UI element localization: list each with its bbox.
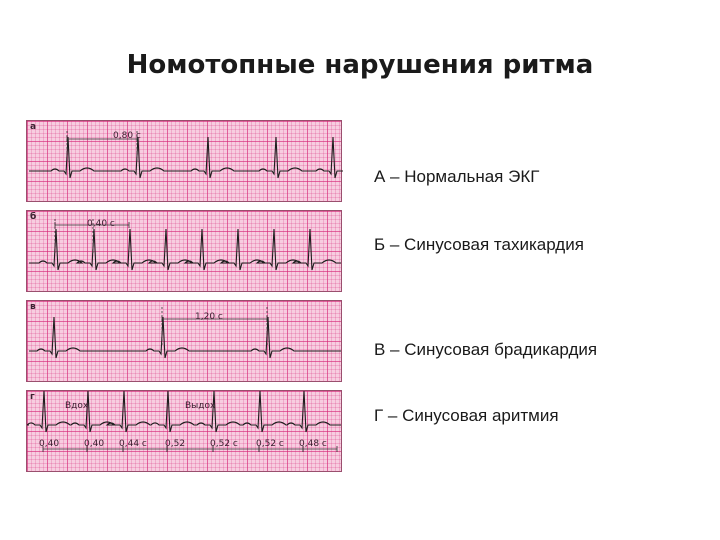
caption-sinus-arrhythmia: Г – Синусовая аритмия [374, 406, 559, 425]
strip-letter-b: б [30, 212, 37, 222]
slide-title: Номотопные нарушения ритма [126, 50, 594, 80]
caption-sinus-bradycardia: В – Синусовая брадикардия [374, 340, 598, 359]
interval-label-d1: 0,40 [39, 439, 60, 449]
caption-normal-ecg: А – Нормальная ЭКГ [374, 167, 540, 186]
ecg-trace-b [27, 211, 343, 293]
ecg-waveform-0 [29, 137, 343, 178]
interval-label-c: 1,20 с [195, 312, 223, 322]
ecg-strip-d [26, 390, 342, 472]
interval-label-d6: 0,52 с [256, 439, 284, 449]
strip-letter-a: а [30, 122, 37, 132]
inhale-label: Вдох [65, 401, 89, 411]
ecg-waveform-3 [27, 391, 341, 432]
interval-label-d2: 0,40 [84, 439, 105, 449]
ecg-waveform-2 [29, 317, 341, 358]
strip-letter-d: г [30, 392, 35, 402]
interval-label-d7: 0,48 с [299, 439, 327, 449]
ecg-strip-b [26, 210, 342, 292]
strip-letter-c: в [30, 302, 36, 312]
interval-label-b: 0,40 с [87, 219, 115, 229]
ecg-strip-c [26, 300, 342, 382]
interval-label-d5: 0,52 с [210, 439, 238, 449]
caption-sinus-tachycardia: Б – Синусовая тахикардия [374, 235, 584, 254]
interval-label-a: 0,80 с [113, 131, 141, 141]
interval-label-d4: 0,52 [165, 439, 186, 449]
ecg-waveform-1 [29, 229, 341, 270]
exhale-label: Выдох [185, 401, 216, 411]
ecg-trace-a [27, 121, 343, 203]
interval-label-d3: 0,44 с [119, 439, 147, 449]
ecg-strip-a [26, 120, 342, 202]
ecg-trace-c [27, 301, 343, 383]
